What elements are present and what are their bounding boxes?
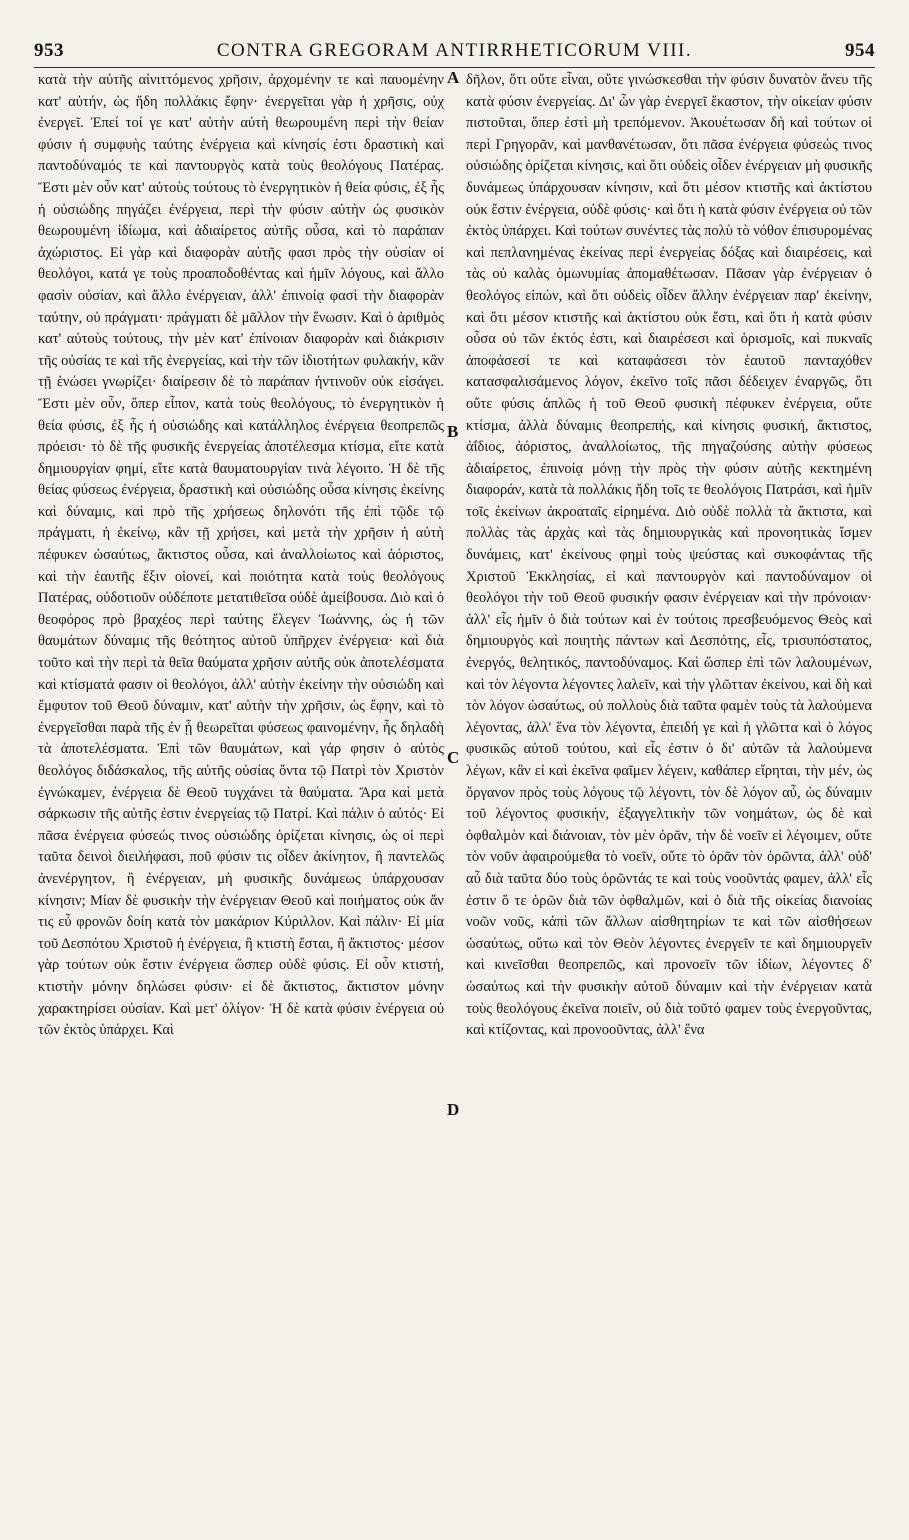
running-title: CONTRA GREGORAM ANTIRRHETICORUM VIII.: [216, 40, 693, 61]
left-column: [38, 70, 444, 1042]
right-column-text: δῆλον, ὅτι οὔτε εἶναι, οὔτε γινώσκεσθαι τὴν φύσιν δυνατὸν ἄνευ τῆς κατὰ φύσιν ἐνεργείας. Δι' ὧν γὰρ ἐνεργεῖ ἕκαστον, τὴν οἰκείαν φύσιν πιστοῦται, ὅπερ ἐστὶ μὴ τρεπόμενον. Ἀκουέτωσαν δὴ καὶ τούτων οἱ περὶ Γρηγορᾶν, καὶ μανθανέτωσαν, ὅτι πᾶσα ἐνέργεια φύσεώς τινος οὐσιώδης ὁρίζεται κίνησις, καὶ ὅτι οὐδεὶς οἶδεν ἐνέργειαν μὴ φυσικῆς δυνάμεως ὑπάρχουσαν κίνησιν, καὶ ὅτι μέσον κτιστῆς καὶ ἀκτίστου οὐκ ἔστιν ἐνέργεια, οὐδὲ φύσις· καὶ ὅτι ἡ κατὰ φύσιν ἐνέργεια οὐ τῶν ἐκτὸς ὑπάρχει. Καὶ τούτων συνέντες τὰς πολὺ τὸ νόθον ἐπισυρομένας καὶ πεπλανημένας ἐκείνας περὶ ἐνεργείας δόξας καὶ διαιρέσεις, καὶ τὰς οὐ καλὰς ὁμωνυμίας ἀπομαθέτωσαν. Πᾶσαν γὰρ ἐνέργειαν ὁ θεολόγος εἰπών, καὶ ὅτι οὐδεὶς οἶδεν ἄλλην ἐνέργειαν παρ' ἐκείνην, καὶ ὅτι μέσον κτιστῆς καὶ ἀκτίστου οὐκ ἔστι, καὶ ὅτι ἡ κατὰ φύσιν οὖσα οὐ τῶν ἐκτός ἐστι, καὶ διαιρέσεσι καὶ ὁρισμοῖς, καὶ πυκναῖς ἀποφάσεσί τε καὶ καταφάσεσι τὸν ἑαυτοῦ πανταχόθεν κατασφαλισάμενος λόγον, ἐκεῖνο τοῖς πᾶσι δέδειχεν ἐναργῶς, ὅτι οὔτε φύσις ἁπλῶς ἡ τοῦ Θεοῦ φυσικὴ πέφυκεν ἐνέργεια, οὔτε κτίσμα, ἀλλὰ δύναμις θεοπρεπής, καὶ κίνησις φυσική, ἄκτιστος, ἀΐδιος, ἀόριστος, ἀναλλοίωτος, τῆς πηγαζούσης αὐτὴν φύσεως ἀδιαίρετος, ἐπινοίᾳ μόνῃ τὴν πρὸς τὴν φύσιν αὐτῆς κεκτημένη διαφοράν, κατὰ τὰ πολλάκις ἤδη τοῖς τε θεολόγοις Πατράσι, καὶ ἡμῖν τοῖς ἐκείνων ἀκροαταῖς εἰρημένα. Διὸ οὐδὲ πολλὰ τὰ ἄκτιστα, καὶ πολλὰς τὰς ἀρχὰς καὶ τὰς δημιουργικὰς καὶ προνοητικὰς ἴσμεν δυνάμεις, κατ' ἐκείνους φημὶ τοὺς ψεύστας καὶ συκοφάντας τῆς Χριστοῦ Ἐκκλησίας, εἰ καὶ παντουργὸν καὶ παντοδύναμον οἱ θεολόγοι τὴν τοῦ Θεοῦ φυσικήν φασιν ἐνέργειαν καὶ τὴν πρόνοιαν· ἀλλ' εἷς ἡμῖν ὁ διὰ τούτων καὶ ἐν τούτοις πρεσβευόμενος Θεὸς καὶ δημιουργὸς καὶ ποιητὴς πάντων καὶ Δεσπότης, εἷς, τρισυπόστατος, ἐνεργός, θελητικός, παντοδύναμος. Καὶ ὥσπερ ἐπὶ τῶν λαλουμένων, καὶ τὸν λέγοντα λέγοντες λαλεῖν, καὶ τὴν γλῶτταν ἐκείνου, καὶ δὴ καὶ τὸν λόγον ὡσαύτως, οὐ πολλοὺς διὰ ταῦτα φαμὲν τοὺς τὰ λαλούμενα λέγοντας, ἀλλ' ἕνα τὸν λέγοντα, ἐπειδή γε καὶ ἡ γλῶττα καὶ ὁ λόγος φυσικῶς αὐτοῦ τούτου, καὶ εἷς ἐστιν ὁ δι' αὐτῶν τὰ λαλούμενα λέγων, κἂν εἰ καὶ ἐκεῖνα φαῖμεν λέγειν, καθάπερ εἴρηται, τὴν μέν, ὡς ὄργανον πρὸς τοὺς λόγους τῷ λέγοντι, τὸν δὲ λόγον αὖ, ὡς δύναμιν τοῦ λέγοντος φυσικήν, ἐξαγγελτικὴν τῶν νοημάτων, ὡς δὲ καὶ ὀφθαλμὸν καὶ διάνοιαν, τὸν μὲν ὁρᾶν, τὴν δὲ νοεῖν εἰ λέγοιμεν, οὔτε τὸν νοῦν ἀφαιρούμεθα τὸ νοεῖν, οὔτε τὸ ὁρᾶν τὸν ὁρῶντα, ἀλλ' οὐδ' αὖ διὰ ταῦτα δύο τοὺς ὁρῶντάς τε καὶ τοὺς νοοῦντάς φαμεν, ἀλλ' εἷς ἐστιν ὅ τε ὁρῶν διὰ τῶν ὀφθαλμῶν, καὶ ὁ διὰ τῆς οἰκείας διανοίας νοῶν νοῦς, κἀπὶ τῶν ἄλλων αἰσθητηρίων τε καὶ τῶν αἰσθήσεων ὡσαύτως, οὕτω καὶ τὸν Θεὸν λέγοντες ἐνεργεῖν τε καὶ δημιουργεῖν καὶ κινεῖσθαι θεοπρεπῶς, καὶ προνοεῖν τῶν ἰδίων, λέγοντες δ' ὡσαύτως καὶ τὴν φυσικὴν αὐτοῦ δύναμιν καὶ τὴν ἐνέργειαν κατὰ τοὺς θεολόγους ἐκεῖνα ποιεῖν, οὐ διὰ τοῦτό φαμεν τοὺς ἐνεργοῦντας, καὶ κτίζοντας, καὶ προνοοῦντας, ἀλλ' ἕνα: [466, 72, 872, 1039]
left-column-text: κατὰ τὴν αὐτῆς αἰνιττόμενος χρῆσιν, ἀρχομένην τε καὶ παυομένην κατ' αὐτήν, ὡς ἤδη πολλάκις ἔφην· ἐνεργεῖται γὰρ ἡ χρῆσις, οὐχ ἐνεργεῖ. Ἐπεί τοί γε κατ' αὐτὴν αὐτὴ θεωρουμένη περὶ τὴν θείαν φύσιν ἡ συμφυὴς ταύτης ἐνέργεια καὶ κίνησίς ἐστι δραστικὴ καὶ παντοδύναμός τε καὶ παντουργὸς κατὰ τοὺς θεολόγους Πατέρας. Ἔστι μὲν οὖν κατ' αὐτοὺς τούτους τὸ ἐνεργητικὸν ἡ θεία φύσις, ἐξ ἧς ἡ οὐσιώδης πηγάζει ἐνέργεια, περὶ τὴν φύσιν αὐτὴν ὡς φυσικὸν θεωρουμένη ἰδίωμα, καὶ ἀδιαίρετος αὐτῆς οὖσα, καὶ τὸ παράπαν ἀχώριστος. Εἰ γὰρ καὶ διαφορὰν αὐτῆς φασι πρὸς τὴν οὐσίαν οἱ θεολόγοι, κατά γε τοὺς προαποδοθέντας καὶ ἡμῖν λόγους, καὶ ἄλλο φασὶν οὐσίαν, καὶ ἄλλο ἐνέργειαν, ἀλλ' ἐπινοίᾳ φασὶ τὴν διαφορὰν ταύτην, οὐ πράγματι· πράγματι δὲ μᾶλλον τὴν ἕνωσιν. Καὶ ὁ ἀριθμὸς κατ' αὐτοὺς τούτους, τὴν μὲν κατ' ἐπίνοιαν διαφορὰν καὶ διάκρισιν τῆς οὐσίας τε καὶ τῆς ἐνεργείας, καὶ τὴν τῶν ἰδιοτήτων φυλακήν, κἂν τῇ ἑνώσει γνωρίζει· διαίρεσιν δὲ τὸ παράπαν ἡντινοῦν οὐκ εἰσάγει. Ἔστι μὲν οὖν, ὅπερ εἶπον, κατὰ τοὺς θεολόγους, τὸ ἐνεργητικὸν ἡ θεία φύσις, ἐξ ἧς ἡ οὐσιώδης καὶ κατάλληλος ἐνέργεια θεοπρεπῶς πρόεισι· τὸ δὲ τῆς φυσικῆς ἐνεργείας ἀποτέλεσμα κτίσμα, εἴτε κατὰ δημιουργίαν φημί, εἴτε κατὰ θαυματουργίαν τινὰ λέγοιτο. Ἡ δὲ τῆς θείας φύσεως ἐνέργεια, δραστικὴ καὶ οὐσιώδης οὖσα κίνησις ἐκείνης καὶ δύναμις, καὶ πρὸ τῆς χρήσεως δηλονότι τῆς ἐπὶ τῷδε τῷ πράγματι, ἡ ἐκείνῳ, κἂν τῇ χρήσει, καὶ μετὰ τὴν χρῆσιν ἡ αὐτὴ πέφυκεν ὡσαύτως, ἄκτιστος οὖσα, καὶ ἀναλλοίωτος καὶ ἀόριστος, καὶ τὴν ἑαυτῆς ἕξιν οἱονεί, καὶ ποιότητα κατὰ τοὺς θεολόγους Πατέρας, οὐδοτιοῦν οὐδέποτε μετατιθεῖσα οὐδὲ ἀμείβουσα. Διὸ καὶ ὁ θεοφόρος πρὸ βραχέος περὶ ταύτης ἔλεγεν Ἰωάννης, ὡς ἡ τῶν θαυμάτων δύναμις τῆς θεότητος αὐτοῦ ὑπῆρχεν ἐνέργεια· καὶ διὰ τοῦτο καὶ τὴν περὶ τὰ θεῖα θαύματα χρῆσιν αὐτῆς οὐκ ἀποτελέσματα καὶ κτίσματά φασιν οἱ θεολόγοι, ἀλλ' αὐτὴν ἐκείνην τὴν οὐσιώδη καὶ ἔμφυτον τοῦ Θεοῦ δύναμιν, κατ' αὐτὴν τὴν χρῆσιν, ὡς ἔφην, καὶ τὸ ἐνεργεῖσθαι παρὰ τῆς ἐν ᾗ θεωρεῖται φύσεως φαινομένην, ἧς δηλαδὴ τὰ ἀποτελέσματα. Ἐπὶ τῶν θαυμάτων, καὶ γάρ φησιν ὁ αὐτὸς θεολόγος διδάσκαλος, τῆς αὐτῆς οὐσίας ὄντα τῷ Πατρὶ τὸν Χριστὸν ἐγνώκαμεν, ἐνέργεια δὲ Θεοῦ τυγχάνει τὰ θαύματα. Ἄρα καὶ μετὰ σάρκωσιν τῆς αὐτῆς ἐστιν ἐνεργείας τῷ Πατρί. Καὶ πάλιν ὁ αὐτός· Εἰ πᾶσα ἐνέργεια φύσεώς τινος οὐσιώδης ὁρίζεται κίνησις, ὡς οἱ περὶ ταῦτα δεινοὶ διειλήφασι, ποῦ φύσιν τις οἶδεν ἀκίνητον, ἢ παντελῶς ἀνενέργητον, ἢ ἐνέργειαν, μὴ φυσικῆς δυνάμεως ὑπάρχουσαν κίνησιν; Μίαν δὲ φυσικὴν τὴν ἐνέργειαν Θεοῦ καὶ ποιήματος οὐκ ἄν τις εὖ φρονῶν δοίη κατὰ τὸν μακάριον Κύριλλον. Καὶ πάλιν· Εἰ μία τοῦ Δεσπότου Χριστοῦ ἡ ἐνέργεια, ἢ κτιστὴ ἔσται, ἢ ἄκτιστος· μέσον γὰρ τούτων οὐκ ἔστιν ἐνέργεια ὥσπερ οὐδὲ φύσις. Εἰ οὖν κτιστή, κτιστὴν μόνην δηλώσει φύσιν· εἰ δὲ ἄκτιστος, ἄκτιστον μόνην χαρακτηρίσει οὐσίαν. Καὶ μετ' ὀλίγον· Ἡ δὲ κατὰ φύσιν ἐνέργεια οὐ τῶν ἐκτὸς ὑπάρχει. Καὶ: [38, 72, 444, 1039]
right-column: [466, 70, 872, 1042]
margin-marker-c: C: [447, 748, 460, 767]
page-number-left: 953: [34, 40, 64, 61]
page-number-right: 954: [845, 40, 875, 61]
margin-marker-a: A: [447, 68, 460, 87]
margin-marker-b: B: [447, 422, 459, 441]
running-header: [34, 36, 875, 66]
margin-marker-d: D: [447, 1100, 460, 1119]
